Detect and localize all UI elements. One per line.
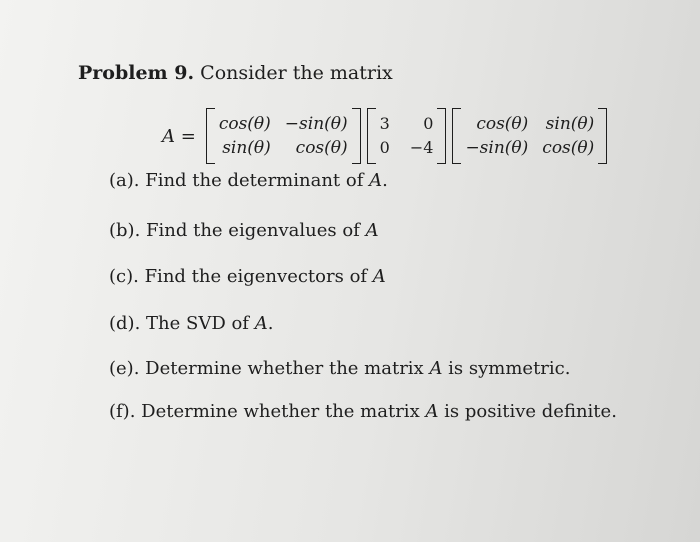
part-d — [109, 313, 273, 334]
part-e — [109, 358, 570, 379]
part-suffix: is symmetric. — [442, 358, 571, 379]
part-text: (b). Find the eigenvalues of — [109, 220, 366, 241]
diagonal-matrix — [367, 108, 447, 164]
matrix-equation — [162, 108, 613, 164]
matrix-entry: −4 — [409, 138, 434, 157]
right-bracket — [598, 108, 607, 164]
part-text: (d). The SVD of — [109, 313, 255, 334]
matrix-entry: −sin(θ) — [284, 114, 348, 134]
part-suffix: . — [382, 170, 388, 191]
matrix-entry: cos(θ) — [542, 138, 595, 158]
part-text: (a). Find the determinant of — [109, 170, 370, 191]
matrix-entry: 0 — [379, 138, 390, 157]
matrix-entry: 3 — [379, 114, 390, 133]
part-suffix: is positive definite. — [438, 401, 617, 422]
right-bracket — [437, 108, 446, 164]
part-text: (e). Determine whether the matrix — [109, 358, 430, 379]
matrix-entry: −sin(θ) — [465, 138, 529, 158]
problem-intro: Consider the matrix — [200, 62, 393, 84]
part-c — [109, 266, 386, 287]
rotation-matrix — [206, 108, 361, 164]
part-suffix: . — [267, 313, 274, 334]
problem-heading — [78, 62, 393, 84]
part-variable: A — [254, 313, 268, 334]
part-f — [109, 401, 617, 422]
part-b — [109, 220, 379, 241]
matrix-entry: sin(θ) — [222, 138, 271, 158]
problem-label: Problem 9. — [78, 62, 195, 84]
part-variable: A — [369, 170, 383, 191]
matrix-entry: cos(θ) — [476, 114, 529, 134]
part-text: (c). Find the eigenvectors of — [109, 266, 373, 287]
matrix-entry: cos(θ) — [295, 138, 348, 158]
part-variable: A — [425, 401, 439, 422]
part-a — [109, 170, 388, 191]
equation-lhs: A = — [162, 125, 196, 147]
part-variable: A — [429, 358, 443, 379]
left-bracket — [367, 108, 376, 164]
matrix-entry: 0 — [423, 114, 434, 133]
right-bracket — [352, 108, 361, 164]
part-variable: A — [365, 220, 379, 241]
part-text: (f). Determine whether the matrix — [109, 401, 426, 422]
left-bracket — [452, 108, 461, 164]
part-variable: A — [372, 266, 386, 287]
matrix-entry: sin(θ) — [545, 114, 595, 134]
left-bracket — [206, 108, 215, 164]
matrix-entry: cos(θ) — [218, 114, 271, 134]
transpose-rotation-matrix — [452, 108, 607, 164]
